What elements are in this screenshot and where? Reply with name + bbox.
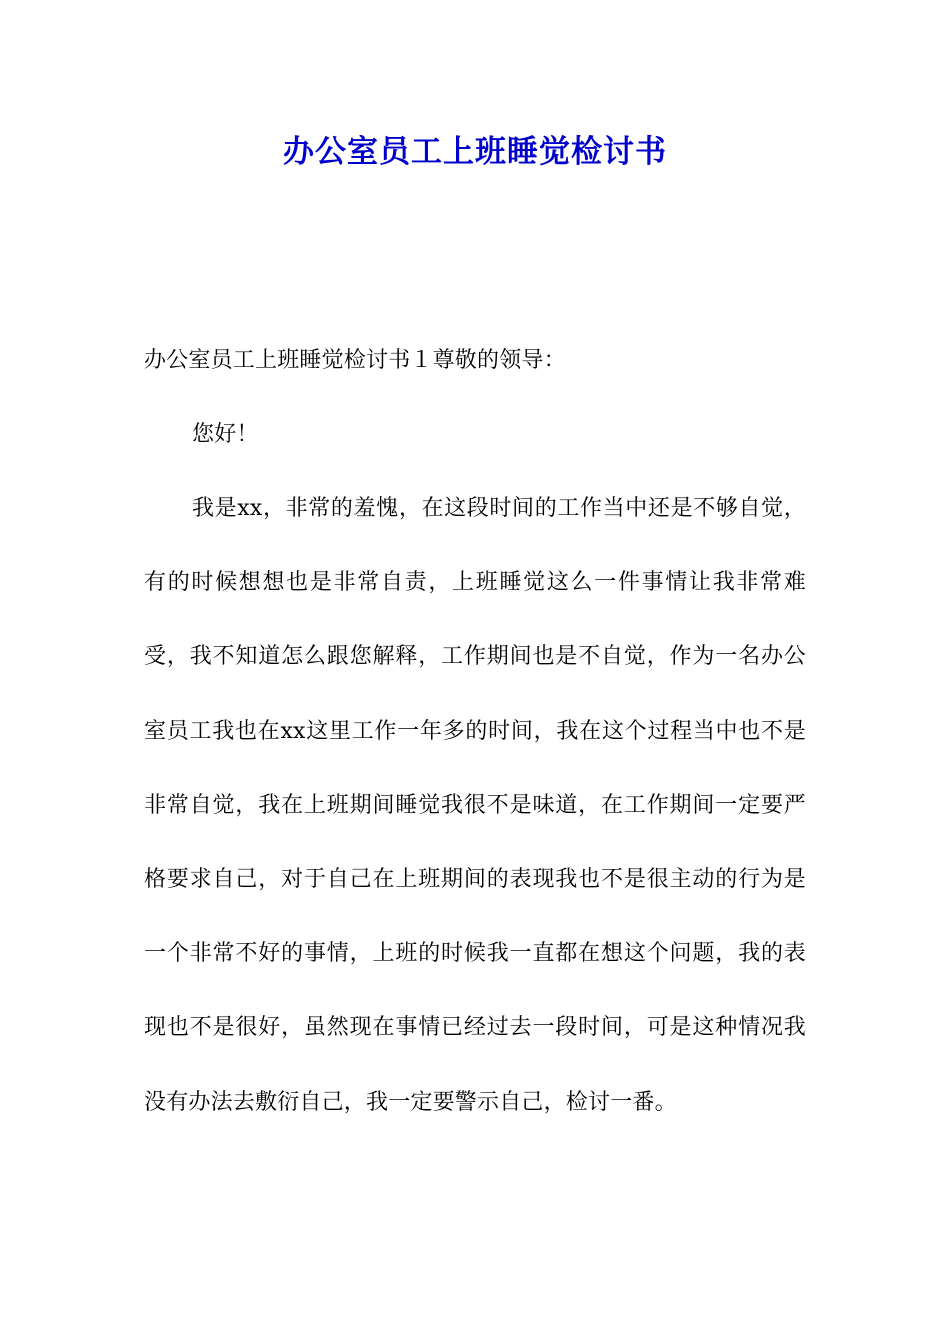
greeting-line: 您好！ bbox=[192, 422, 259, 447]
intro-line: 办公室员工上班睡觉检讨书１尊敬的领导： bbox=[144, 348, 566, 373]
body-paragraph: 我是xx，非常的羞愧，在这段时间的工作当中还是不够自觉，有的时候想想也是非常自责，上班睡觉这么一件事情让我非常难受，我不知道怎么跟您解释，工作期间也是不自觉，作为一名办公室员工我也在xx这里工作一年多的时间，我在这个过程当中也不是非常自觉，我在上班期间睡觉我很不是味道，在工作期间一定要严格要求自己，对于自己在上班期间的表现我也不是很主动的行为是一个非常不好的事情，上班的时候我一直都在想这个问题，我的表现也不是很好，虽然现在事情已经过去一段时间，可是这种情况我没有办法去敷衍自己，我一定要警示自己，检讨一番。 bbox=[144, 496, 806, 1115]
document-title: 办公室员工上班睡觉检讨书 bbox=[283, 134, 667, 170]
